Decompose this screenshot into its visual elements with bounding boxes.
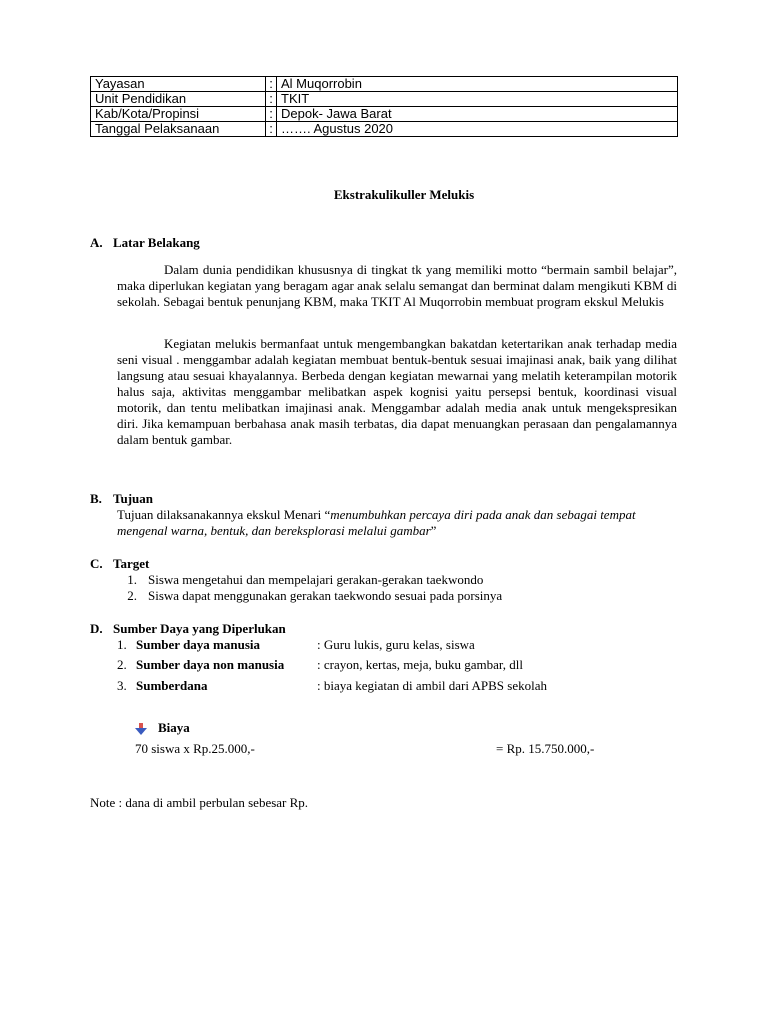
section-b-heading [90,491,153,507]
document-title: Ekstrakulikuller Melukis [333,187,475,202]
resource-value: : Guru lukis, guru kelas, siswa [317,637,475,652]
cost-calculation: 70 siswa x Rp.25.000,- [135,741,255,756]
section-c-heading [90,556,149,572]
section-d-heading [90,621,286,637]
list-number: 2. [127,588,137,603]
background-paragraph-2: Kegiatan melukis bermanfaat untuk mengembangkan bakatdan ketertarikan anak terhadap media seni visual . menggambar adalah kegiatan membuat bentuk-bentuk sesuai imajinasi anak, baik yang dilihat langsung atau sesuai khayalannya. Berbeda dengan kegiatan mewarnai yang melatih keterampilan motorik halus saja, aktivitas menggambar melibatkan aspek kognisi yaitu persepsi bentuk, koordinasi visual motorik, dan tentu melibatkan imajinasi anak. Menggambar adalah media anak untuk mengekspresikan diri. Jika kemampuan berbahasa anak masih terbatas, dia dapat menuangkan perasaan dan pengalamannya dalam bentuk gambar. [117,336,677,447]
info-separator: : [266,92,277,107]
list-item [117,588,502,604]
resource-row [117,637,475,653]
resource-label: Sumberdana [136,678,208,693]
section-a-heading [90,235,200,251]
info-value: Depok- Jawa Barat [277,107,678,122]
info-row [91,122,678,137]
cost-heading: Biaya [158,720,190,735]
section-title: Tujuan [113,491,153,506]
resource-number: 3. [117,678,127,693]
note-text: Note : dana di ambil perbulan sebesar Rp. [90,795,309,810]
goal-text-suffix: ” [430,523,437,538]
resource-row [117,657,523,673]
goal-text-prefix: Tujuan dilaksanakannya ekskul Menari “ [117,507,331,522]
info-label: Yayasan [91,77,266,92]
info-separator: : [266,122,277,137]
resource-number: 2. [117,657,127,672]
list-item [117,572,483,588]
info-separator: : [266,77,277,92]
info-value: Al Muqorrobin [277,77,678,92]
list-text: Siswa dapat menggunakan gerakan taekwondo sesuai pada porsinya [148,588,503,603]
background-paragraph-1: Dalam dunia pendidikan khususnya di tingkat tk yang memiliki motto “bermain sambil belajar”, maka diperlukan kegiatan yang beragam agar anak selalu semangat dan berminat dalam mengikuti KBM di sekolah. Sebagai bentuk penunjang KBM, maka TKIT Al Muqorrobin membuat program ekskul Melukis [117,262,677,309]
info-row [91,92,678,107]
section-marker: D. [90,621,103,636]
info-value: TKIT [277,92,678,107]
section-marker: B. [90,491,102,506]
resource-value: : crayon, kertas, meja, buku gambar, dll [317,657,523,672]
info-row [91,107,678,122]
info-label: Tanggal Pelaksanaan [91,122,266,137]
section-title: Latar Belakang [113,235,200,250]
list-text: Siswa mengetahui dan mempelajari gerakan-gerakan taekwondo [148,572,484,587]
info-label: Kab/Kota/Propinsi [91,107,266,122]
section-marker: C. [90,556,103,571]
goal-paragraph [117,507,677,539]
resource-label: Sumber daya manusia [136,637,261,652]
goal-text-italic: menumbuhkan percaya diri pada anak dan sebagai tempat mengenal warna, bentuk, dan bereksplorasi melalui gambar [117,507,636,538]
info-label: Unit Pendidikan [91,92,266,107]
info-separator: : [266,107,277,122]
info-table [90,76,678,137]
resource-number: 1. [117,637,127,652]
resource-label: Sumber daya non manusia [136,657,285,672]
resource-row [117,678,547,694]
list-number: 1. [127,572,137,587]
section-title: Sumber Daya yang Diperlukan [113,621,286,636]
resource-value: : biaya kegiatan di ambil dari APBS sekolah [317,678,547,693]
info-row [91,77,678,92]
section-marker: A. [90,235,103,250]
cost-total: = Rp. 15.750.000,- [496,741,595,756]
info-value: ……. Agustus 2020 [277,122,678,137]
down-arrow-bullet-icon [134,722,148,736]
section-title: Target [113,556,150,571]
